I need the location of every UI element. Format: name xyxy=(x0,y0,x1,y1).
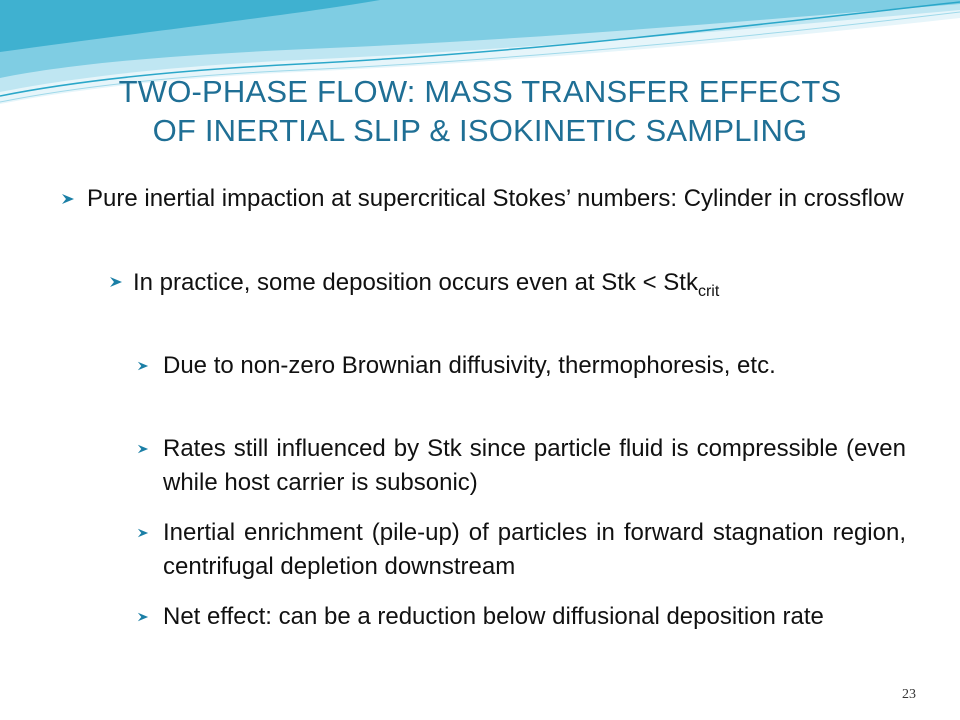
arrow-bullet-icon xyxy=(109,275,123,289)
arrow-bullet-icon xyxy=(137,360,149,372)
bullet-item-5 xyxy=(163,516,906,584)
bullet-item-4 xyxy=(163,432,906,500)
bullet-text: Due to non-zero Brownian diffusivity, thermophoresis, etc. xyxy=(163,352,776,379)
title-line-2: OF INERTIAL SLIP & ISOKINETIC SAMPLING xyxy=(152,113,808,148)
arrow-bullet-icon xyxy=(137,611,149,623)
bullet-item-6 xyxy=(163,600,906,634)
arrow-bullet-icon xyxy=(137,443,149,455)
bullet-text: Inertial enrichment (pile-up) of particles in forward stagnation region, centrifugal depletion downstream xyxy=(163,519,906,580)
bullet-text: In practice, some deposition occurs even at Stk < Stk xyxy=(133,269,698,296)
title-line-1: TWO-PHASE FLOW: MASS TRANSFER EFFECTS xyxy=(118,74,842,109)
bullet-item-2 xyxy=(133,266,906,308)
bullet-text: Rates still influenced by Stk since particle fluid is compressible (even while host carrier is subsonic) xyxy=(163,435,906,496)
bullet-text: Net effect: can be a reduction below diffusional deposition rate xyxy=(163,603,824,630)
arrow-bullet-icon xyxy=(61,192,75,206)
bullet-text: Pure inertial impaction at supercritical Stokes’ numbers: Cylinder in crossflow xyxy=(87,185,904,212)
page-number: 23 xyxy=(902,687,916,702)
arrow-bullet-icon xyxy=(137,527,149,539)
subscript-crit: crit xyxy=(697,283,720,300)
bullet-item-3 xyxy=(163,349,906,383)
bullet-item-1 xyxy=(87,183,907,215)
